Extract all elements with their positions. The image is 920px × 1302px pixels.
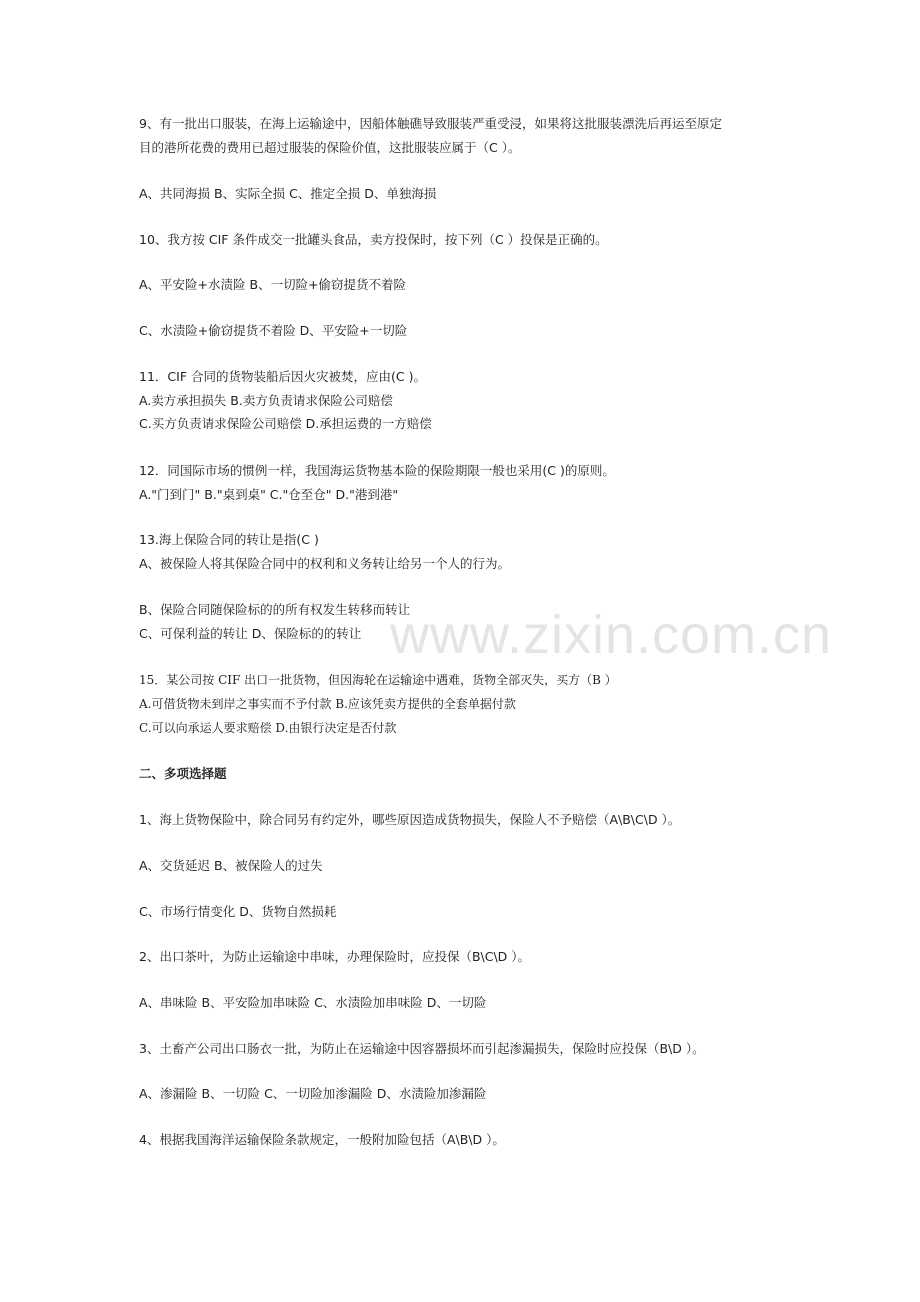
q10-options-cd: C、水渍险+偷窃提货不着险 D、平安险+一切险: [139, 323, 408, 338]
q11-options-ab: A.卖方承担损失 B.卖方负责请求保险公司赔偿: [139, 393, 393, 408]
q15-options-cd: C.可以向承运人要求赔偿 D.由银行决定是否付款: [139, 721, 397, 735]
mq1-stem: 1、海上货物保险中，除合同另有约定外，哪些原因造成货物损失，保险人不予赔偿（A\B\C\D ）。: [139, 812, 681, 827]
mq1-options-ab: A、交货延迟 B、被保险人的过失: [139, 858, 323, 873]
q9-stem-line1: 9、有一批出口服装，在海上运输途中，因船体触礁导致服装严重受浸，如果将这批服装漂洗后再运至原定: [139, 116, 722, 131]
q12-options: A."门到门" B."桌到桌" C."仓至仓" D."港到港": [139, 487, 399, 502]
mq2-options: A、串味险 B、平安险加串味险 C、水渍险加串味险 D、一切险: [139, 995, 487, 1010]
q13-options-cd: C、可保利益的转让 D、保险标的的转让: [139, 626, 362, 641]
q10-options-ab: A、平安险+水渍险 B、一切险+偷窃提货不着险: [139, 277, 407, 292]
section-heading-multiple-choice: 二、多项选择题: [139, 766, 227, 781]
mq2-stem: 2、出口茶叶，为防止运输途中串味，办理保险时，应投保（B\C\D ）。: [139, 949, 531, 964]
q15-stem: 15．某公司按 CIF 出口一批货物，但因海轮在运输途中遇难，货物全部灭失，买方（B ）: [139, 673, 617, 687]
mq3-options: A、渗漏险 B、一切险 C、一切险加渗漏险 D、水渍险加渗漏险: [139, 1086, 487, 1101]
q9-stem-line2: 目的港所花费的费用已超过服装的保险价值，这批服装应属于（C ）。: [139, 140, 521, 155]
q11-options-cd: C.买方负责请求保险公司赔偿 D.承担运费的一方赔偿: [139, 416, 432, 431]
mq1-options-cd: C、市场行情变化 D、货物自然损耗: [139, 904, 337, 919]
mq4-stem: 4、根据我国海洋运输保险条款规定，一般附加险包括（A\B\D ）。: [139, 1132, 505, 1147]
mq3-stem: 3、土畜产公司出口肠衣一批，为防止在运输途中因容器损坏而引起渗漏损失，保险时应投保（B\D ）。: [139, 1041, 705, 1056]
q13-option-b: B、保险合同随保险标的的所有权发生转移而转让: [139, 602, 411, 617]
watermark: www.zixin.com.cn: [390, 605, 833, 665]
q11-stem: 11．CIF 合同的货物装船后因火灾被焚，应由(C )。: [139, 369, 426, 384]
q9-options: A、共同海损 B、实际全损 C、推定全损 D、单独海损: [139, 186, 437, 201]
q10-stem: 10、我方按 CIF 条件成交一批罐头食品，卖方投保时，按下列（C ）投保是正确的。: [139, 232, 608, 247]
q15-options-ab: A.可借货物未到岸之事实而不予付款 B.应该凭卖方提供的全套单据付款: [139, 697, 516, 711]
q12-stem: 12．同国际市场的惯例一样，我国海运货物基本险的保险期限一般也采用(C )的原则。: [139, 463, 615, 478]
q13-option-a: A、被保险人将其保险合同中的权利和义务转让给另一个人的行为。: [139, 556, 511, 571]
q13-stem: 13.海上保险合同的转让是指(C ): [139, 532, 319, 547]
